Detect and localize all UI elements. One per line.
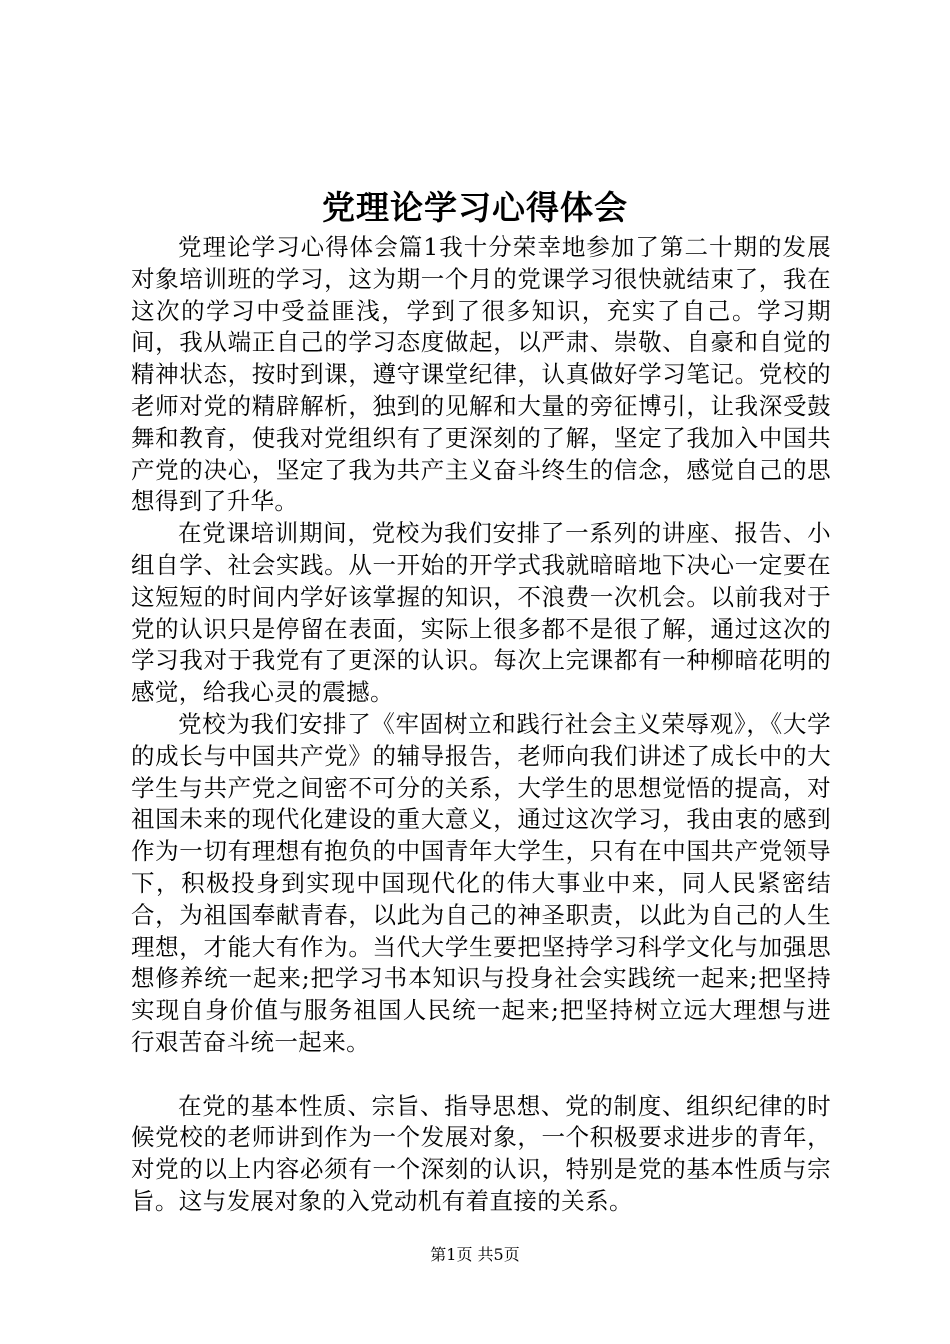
document-body [131,232,831,1218]
paragraph-1: 党理论学习心得体会篇1我十分荣幸地参加了第二十期的发展对象培训班的学习，这为期一个月的党课学习很快就结束了，我在这次的学习中受益匪浅，学到了很多知识，充实了自己。学习期间，我从端正自己的学习态度做起，以严肃、崇敬、自豪和自觉的精神状态，按时到课，遵守课堂纪律，认真做好学习笔记。党校的老师对党的精辟解析，独到的见解和大量的旁征博引，让我深受鼓舞和教育，使我对党组织有了更深刻的了解，坚定了我加入中国共产党的决心，坚定了我为共产主义奋斗终生的信念，感觉自己的思想得到了升华。 [131,233,831,516]
page-footer: 第1页 共5页 [430,1245,520,1264]
paragraph-4: 在党的基本性质、宗旨、指导思想、党的制度、组织纪律的时候党校的老师讲到作为一个发展对象，一个积极要求进步的青年，对党的以上内容必须有一个深刻的认识，特别是党的基本性质与宗旨。这与发展对象的入党动机有着直接的关系。 [131,1091,831,1215]
paragraph-3: 党校为我们安排了《牢固树立和践行社会主义荣辱观》，《大学的成长与中国共产党》的辅导报告，老师向我们讲述了成长中的大学生与共产党之间密不可分的关系，大学生的思想觉悟的提高，对祖国未来的现代化建设的重大意义，通过这次学习，我由衷的感到作为一切有理想有抱负的中国青年大学生，只有在中国共产党领导下，积极投身到实现中国现代化的伟大事业中来，同人民紧密结合，为祖国奉献青春，以此为自己的神圣职责，以此为自己的人生理想，才能大有作为。当代大学生要把坚持学习科学文化与加强思想修养统一起来;把学习书本知识与投身社会实践统一起来;把坚持实现自身价值与服务祖国人民统一起来;把坚持树立远大理想与进行艰苦奋斗统一起来。 [131,709,831,1056]
paragraph-2: 在党课培训期间，党校为我们安排了一系列的讲座、报告、小组自学、社会实践。从一开始的开学式我就暗暗地下决心一定要在这短短的时间内学好该掌握的知识，不浪费一次机会。以前我对于党的认识只是停留在表面，实际上很多都不是很了解，通过这次的学习我对于我党有了更深的认识。每次上完课都有一种柳暗花明的感觉，给我心灵的震撼。 [131,519,831,707]
document-title: 党理论学习心得体会 [322,188,628,227]
